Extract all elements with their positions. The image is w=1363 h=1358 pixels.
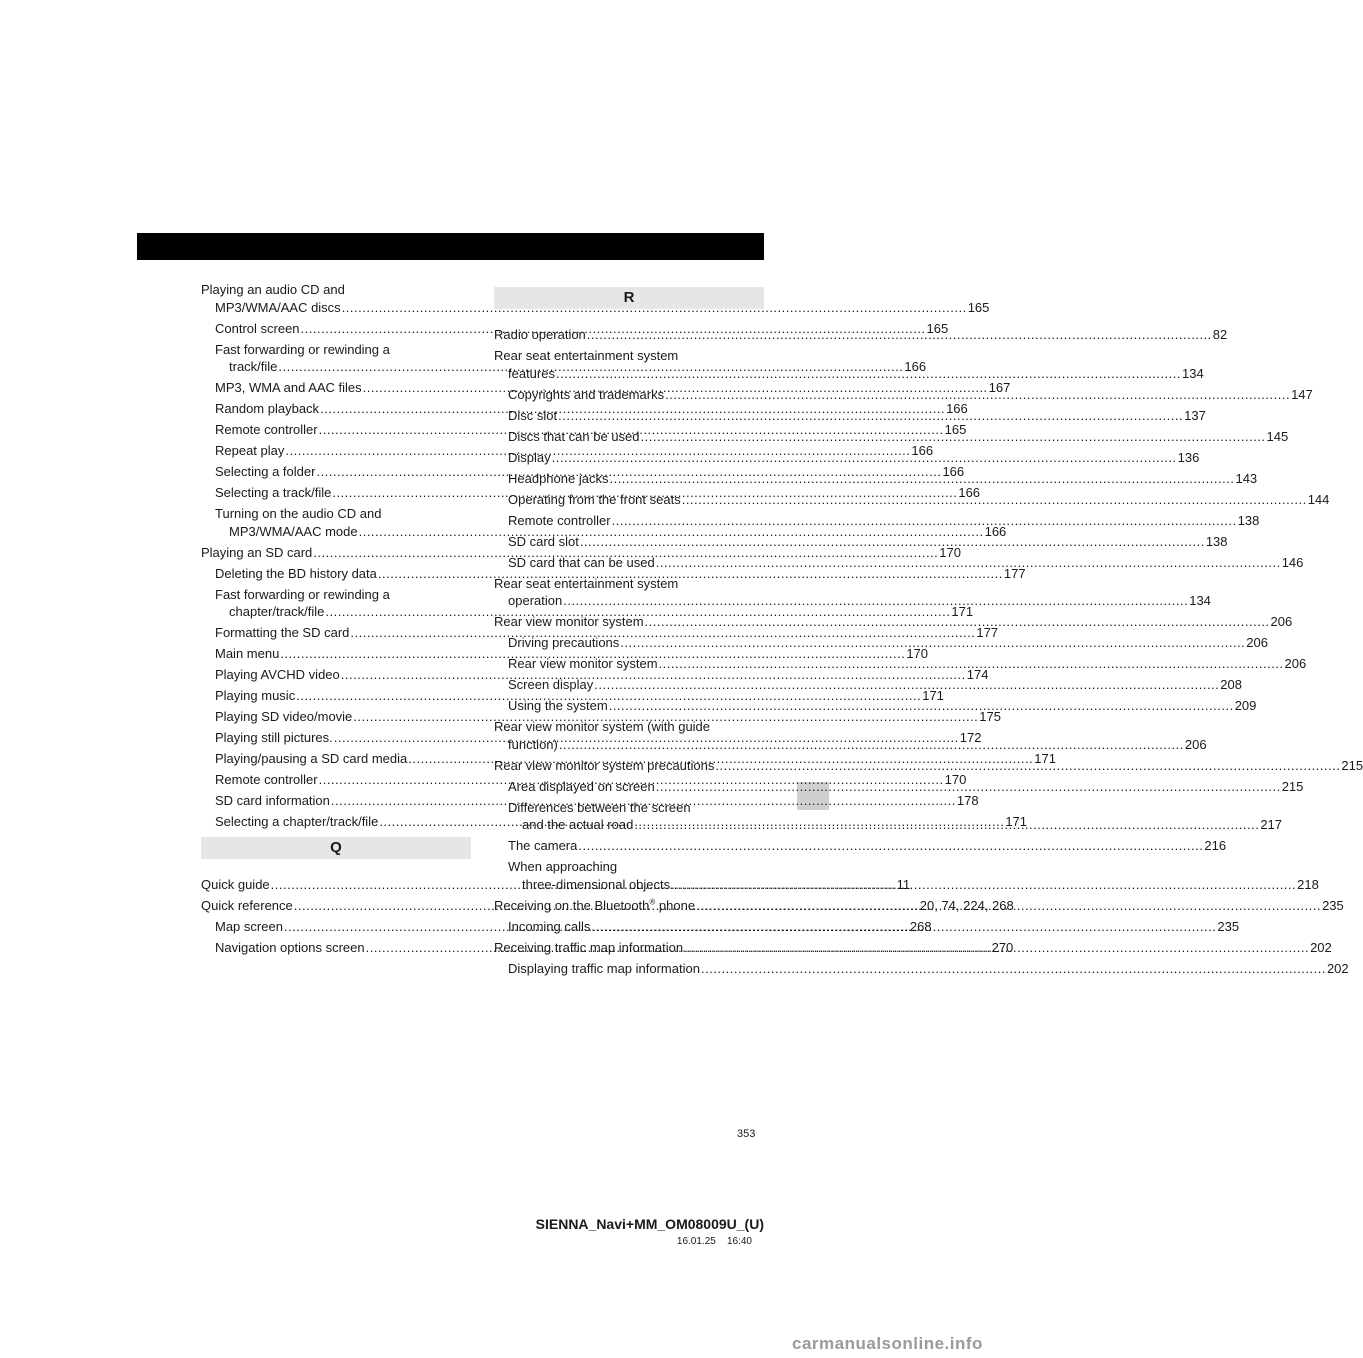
entry-term-line: Fast forwarding or rewinding a <box>215 341 390 357</box>
print-date: 16.01.25 <box>676 1236 716 1247</box>
index-entry <box>494 960 1349 978</box>
entry-page-ref: 138 <box>1205 533 1228 549</box>
entry-term: Remote controller <box>215 772 318 787</box>
entry-page-ref: 167 <box>988 380 1011 395</box>
watermark: carmanualsonline.info <box>792 1334 983 1353</box>
entry-term: Discs that can be used <box>508 428 640 444</box>
entry-term: MP3/WMA/AAC discs <box>215 299 341 315</box>
entry-page-ref: 174 <box>966 667 989 682</box>
entry-page-ref: 166 <box>984 523 1007 539</box>
index-entry <box>494 613 1293 631</box>
entry-page-ref: 134 <box>1181 365 1204 381</box>
entry-term: Map screen <box>215 918 283 934</box>
entry-page-ref: 177 <box>1003 565 1026 581</box>
entry-term: features <box>508 365 555 381</box>
entry-term: Driving precautions <box>508 635 620 650</box>
entry-term: Navigation options screen <box>215 939 365 955</box>
entry-term: chapter/track/file <box>229 604 325 619</box>
entry-term: Operating from the front seats <box>508 491 681 507</box>
entry-term: track/file <box>229 359 278 374</box>
entry-term: Screen display <box>508 677 594 692</box>
entry-term: three-dimensional objects <box>522 876 671 892</box>
entry-term: Display <box>508 449 551 465</box>
entry-page-ref: 171 <box>951 604 974 619</box>
entry-term: Receiving traffic map information <box>494 939 684 955</box>
print-time: 16:40 <box>726 1236 752 1247</box>
index-entry <box>201 645 929 663</box>
entry-term: Quick guide <box>201 876 270 892</box>
entry-term: function) <box>508 736 558 752</box>
entry-term: and the actual road <box>522 817 634 832</box>
entry-page-ref: 82 <box>1212 327 1228 342</box>
index-entry <box>201 687 944 705</box>
entry-page-ref: 209 <box>1234 698 1257 713</box>
entry-page-ref: 171 <box>1034 751 1056 766</box>
entry-page-ref: 137 <box>1184 407 1206 423</box>
index-entry <box>494 512 1260 530</box>
entry-term: Selecting a track/file <box>215 485 332 500</box>
entry-term: Random playback <box>215 401 320 416</box>
entry-page-ref: 20, 74, 224, 268 <box>919 897 1014 913</box>
entry-page-ref: 166 <box>946 401 968 416</box>
entry-term: SD card that can be used <box>508 554 655 570</box>
entry-page-ref: 215 <box>1341 757 1363 773</box>
entry-term: Playing AVCHD video <box>215 667 340 682</box>
entry-term: SD card slot <box>508 533 579 549</box>
entry-term: Disc slot <box>508 407 558 423</box>
entry-term: Radio operation <box>494 327 586 342</box>
entry-term: MP3/WMA/AAC mode <box>229 523 358 539</box>
page-number: 353 <box>737 1128 756 1140</box>
entry-term: Quick reference <box>201 897 293 913</box>
entry-page-ref: 202 <box>1310 939 1332 955</box>
index-entry <box>201 624 999 642</box>
index-entry <box>494 575 1211 610</box>
entry-term-line: Turning on the audio CD and <box>215 506 382 521</box>
entry-term: The camera <box>508 838 578 853</box>
entry-page-ref: 171 <box>922 688 944 703</box>
entry-page-ref: 202 <box>1326 960 1349 976</box>
entry-page-ref: 165 <box>967 299 990 315</box>
entry-term-line: Fast forwarding or rewinding a <box>215 586 390 602</box>
entry-term: Receiving on the Bluetooth® phone <box>494 897 696 913</box>
index-entry <box>494 655 1307 673</box>
entry-term: Playing an SD card <box>201 544 313 560</box>
entry-page-ref: 134 <box>1189 593 1211 608</box>
entry-page-ref: 146 <box>1281 554 1304 570</box>
entry-term-line: Playing an audio CD and <box>201 282 345 297</box>
document-id: SIENNA_Navi+MM_OM08009U_(U) <box>535 1216 764 1232</box>
index-entry <box>201 666 989 684</box>
entry-term: Rear view monitor system precautions <box>494 757 715 773</box>
entry-page-ref: 206 <box>1246 635 1268 650</box>
entry-term: Remote controller <box>215 422 318 437</box>
entry-page-ref: 170 <box>906 646 929 661</box>
entry-term: Selecting a folder <box>215 464 316 479</box>
entry-term-line: Rear seat entertainment system <box>494 348 679 363</box>
entry-page-ref: 178 <box>956 793 979 808</box>
entry-page-ref: 268 <box>909 918 932 934</box>
entry-term-line: Rear view monitor system (with guide <box>494 719 711 734</box>
entry-page-ref: 215 <box>1281 778 1304 794</box>
entry-page-ref: 11 <box>896 876 911 892</box>
entry-term: Selecting a chapter/track/file <box>215 814 379 829</box>
entry-page-ref: 235 <box>1322 897 1344 913</box>
index-entry <box>494 697 1257 715</box>
index-entry <box>494 837 1227 855</box>
entry-term: Playing/pausing a SD card media <box>215 751 408 766</box>
entry-page-ref: 206 <box>1184 736 1207 752</box>
entry-term: Playing music <box>215 688 296 703</box>
index-entry <box>201 281 990 316</box>
entry-page-ref: 170 <box>944 772 967 787</box>
header-bar <box>137 233 764 260</box>
entry-term: Control screen <box>215 320 300 336</box>
entry-term: Using the system <box>508 698 608 713</box>
entry-page-ref: 175 <box>979 709 1001 724</box>
entry-term-line: Rear seat entertainment system <box>494 575 679 591</box>
entry-term: MP3, WMA and AAC files <box>215 380 362 395</box>
entry-page-ref: 206 <box>1270 614 1293 629</box>
entry-page-ref: 206 <box>1284 656 1307 671</box>
entry-term-line: When approaching <box>508 859 618 874</box>
entry-term: Formatting the SD card <box>215 625 350 640</box>
section-header-q: Q <box>201 837 471 859</box>
entry-page-ref: 216 <box>1204 838 1227 853</box>
entry-page-ref: 166 <box>958 485 981 500</box>
entry-term: Headphone jacks <box>508 470 609 486</box>
print-timestamp <box>677 1236 752 1247</box>
entry-term: Area displayed on screen <box>508 778 655 794</box>
entry-term: Rear view monitor system <box>494 614 644 629</box>
entry-term: Playing SD video/movie <box>215 709 353 724</box>
entry-term: Playing still pictures. <box>215 730 333 745</box>
entry-term: Rear view monitor system <box>508 656 658 671</box>
entry-page-ref: 208 <box>1220 677 1242 692</box>
entry-term: SD card information <box>215 793 330 808</box>
entry-page-ref: 270 <box>991 939 1014 955</box>
section-header-r: R <box>494 287 764 309</box>
entry-term-line: Differences between the screen <box>508 799 691 815</box>
entry-page-ref: 147 <box>1291 386 1313 402</box>
entry-page-ref: 165 <box>944 422 967 437</box>
index-entry <box>494 533 1228 551</box>
entry-page-ref: 166 <box>942 464 965 479</box>
entry-term: Main menu <box>215 646 280 661</box>
entry-page-ref: 166 <box>904 359 927 374</box>
entry-term: Repeat play <box>215 443 285 458</box>
entry-page-ref: 172 <box>959 730 982 745</box>
entry-term: Deleting the BD history data <box>215 565 377 581</box>
entry-page-ref: 235 <box>1217 918 1240 934</box>
index-entry <box>494 676 1242 694</box>
entry-page-ref: 166 <box>911 443 934 458</box>
index-entry <box>201 708 1001 726</box>
entry-term: Incoming calls <box>508 918 591 934</box>
entry-page-ref: 171 <box>1005 814 1028 829</box>
index-entry <box>494 554 1304 572</box>
entry-page-ref: 136 <box>1177 449 1200 465</box>
entry-page-ref: 138 <box>1237 512 1260 528</box>
entry-page-ref: 170 <box>939 544 961 560</box>
entry-page-ref: 165 <box>926 320 949 336</box>
entry-page-ref: 144 <box>1307 491 1330 507</box>
registered-mark: ® <box>649 897 656 907</box>
entry-page-ref: 218 <box>1297 876 1319 892</box>
entry-term: operation <box>508 593 563 608</box>
entry-page-ref: 143 <box>1235 470 1258 486</box>
entry-term: Remote controller <box>508 512 611 528</box>
entry-page-ref: 217 <box>1260 817 1283 832</box>
entry-page-ref: 145 <box>1266 428 1289 444</box>
entry-term: Displaying traffic map information <box>508 960 700 976</box>
entry-term: Copyrights and trademarks <box>508 386 665 402</box>
index-entry <box>494 634 1268 652</box>
entry-page-ref: 177 <box>976 625 999 640</box>
